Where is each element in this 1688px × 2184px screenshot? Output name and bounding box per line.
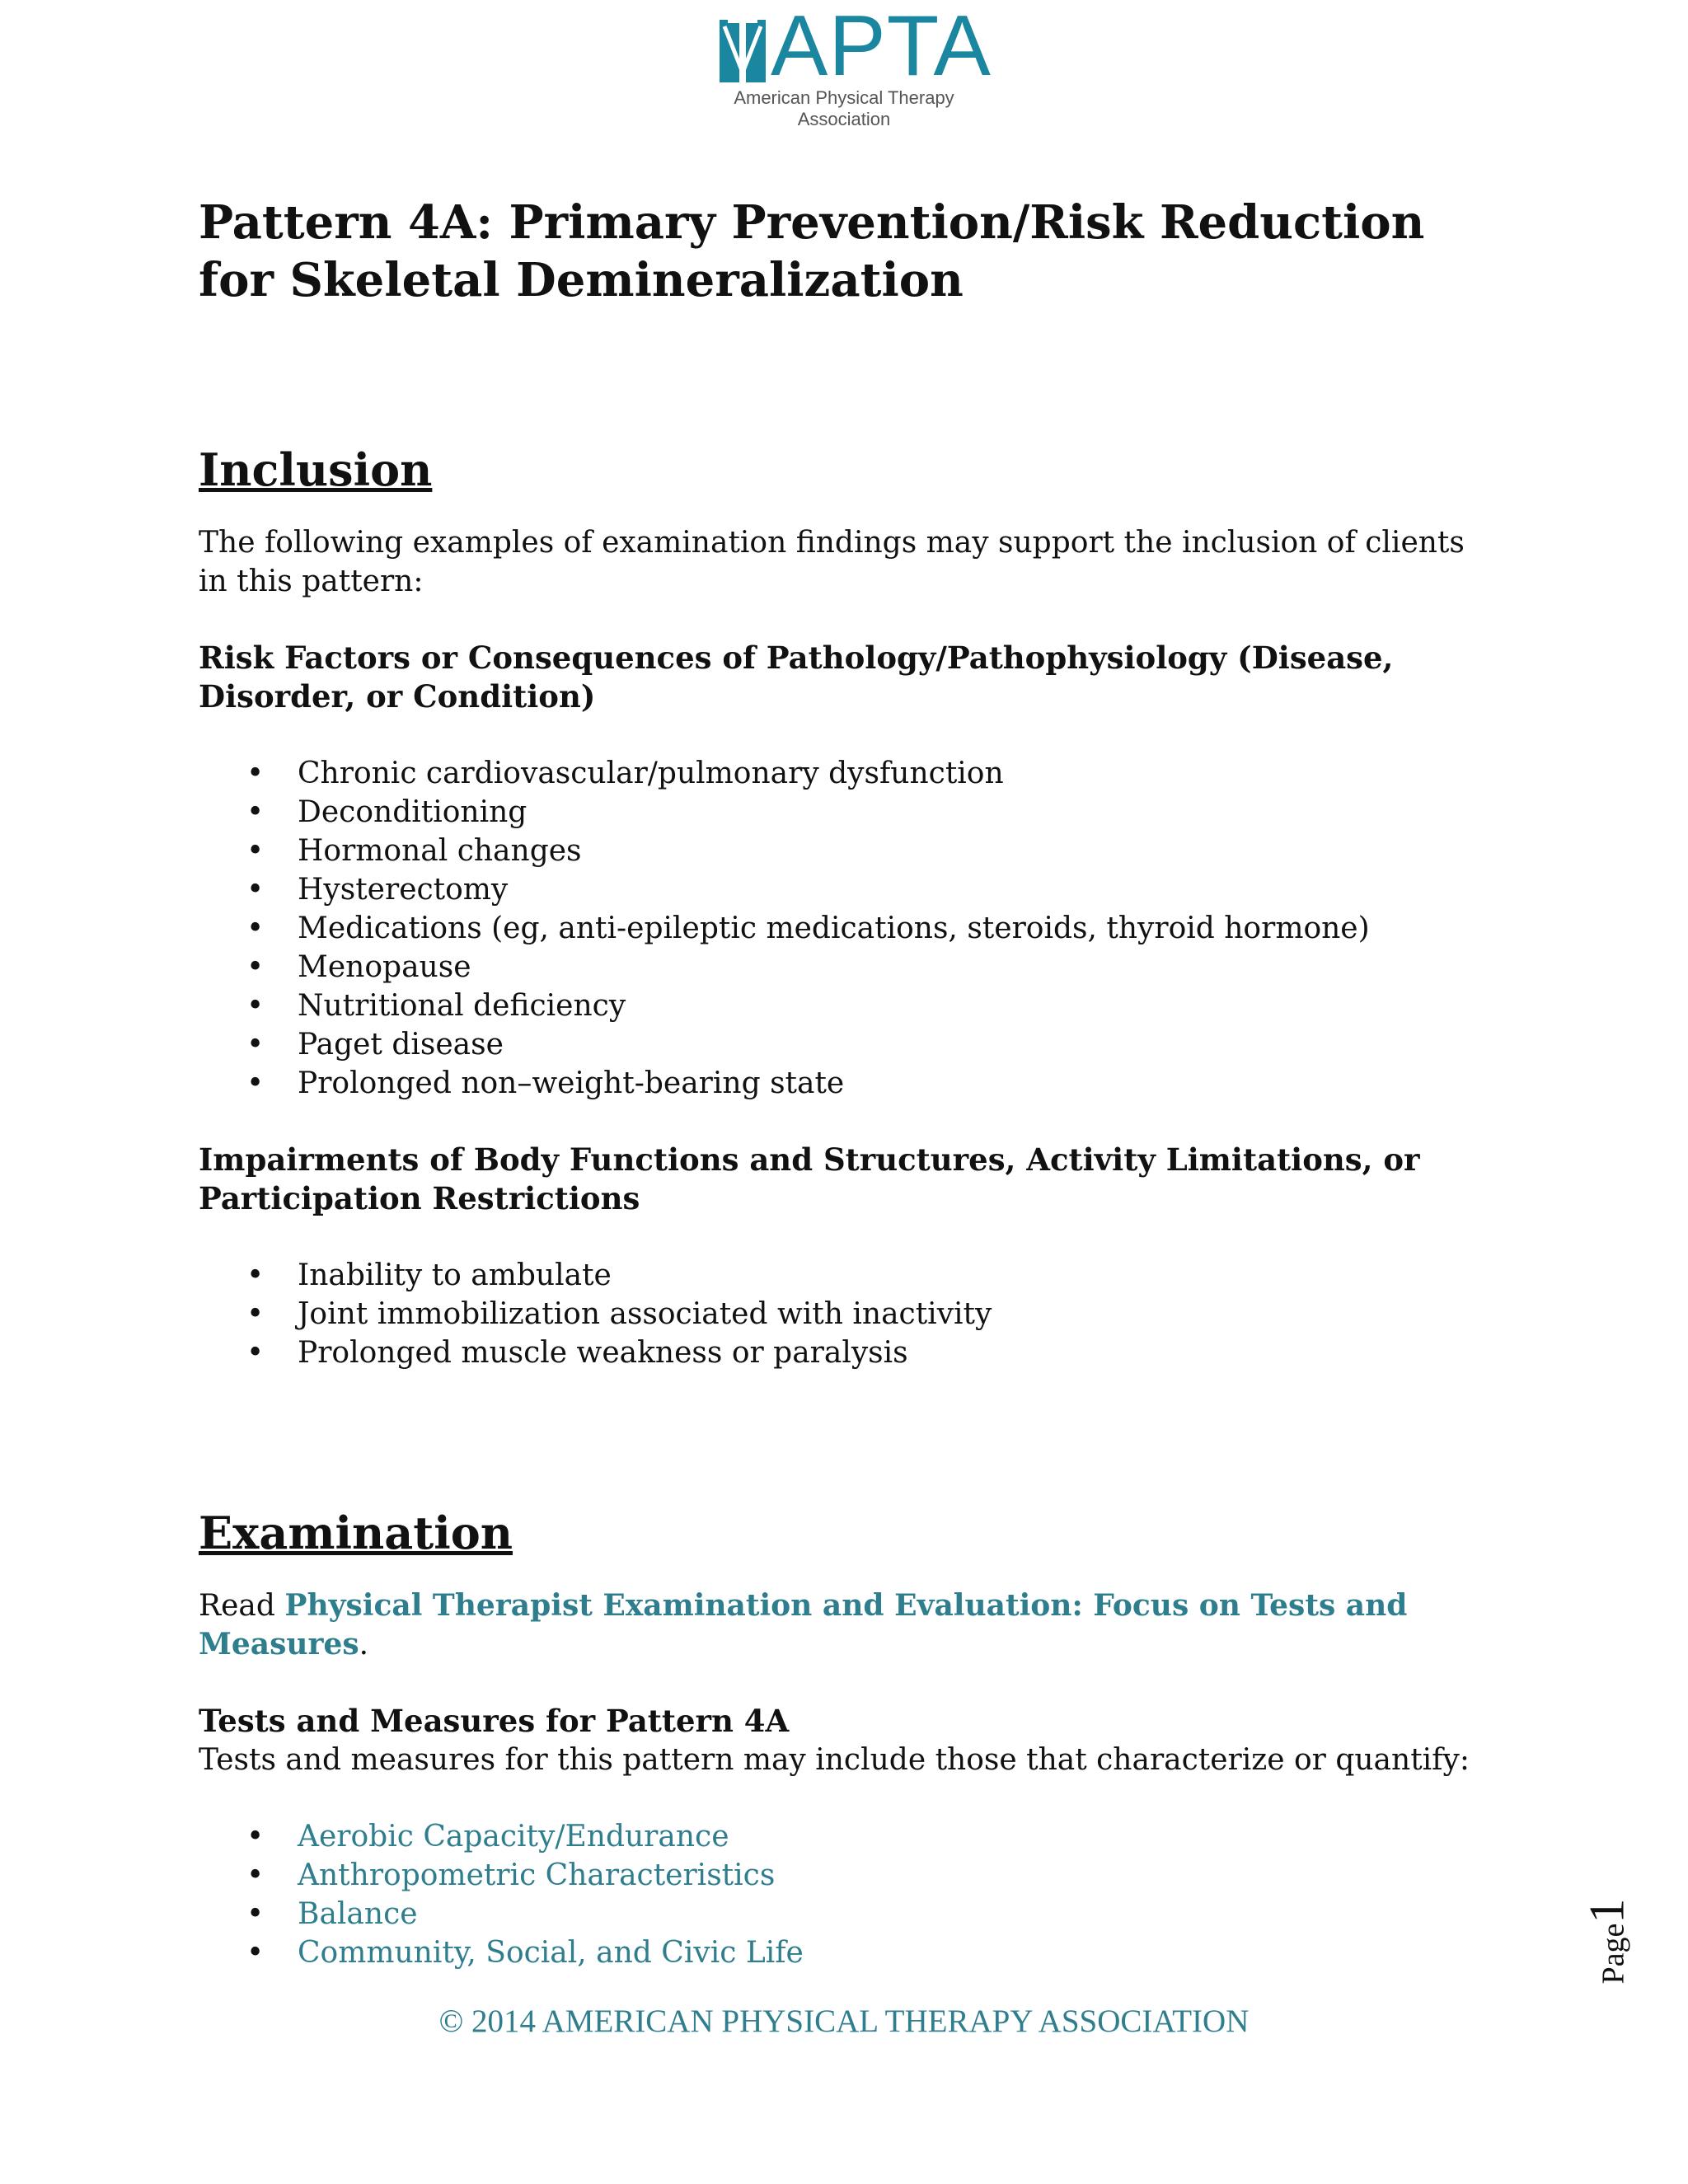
risk-factors-heading: Risk Factors or Consequences of Pathology/Pathophysiology (Disease, Disorder, or Condition) [199, 640, 1394, 715]
risk-factors-list [199, 754, 1484, 1103]
tests-intro: Tests and measures for this pattern may include those that characterize or quantify: [199, 1743, 1470, 1777]
list-item: • Joint immobilization associated with inactivity [199, 1295, 1484, 1333]
examination-heading: Examination [199, 1507, 513, 1559]
list-item: • Hormonal changes [199, 832, 1484, 870]
list-item: • Nutritional deficiency [199, 987, 1484, 1025]
tests-measures-link[interactable]: Physical Therapist Examination and Evaluation: Focus on Tests and Measures [199, 1588, 1408, 1661]
page-title: Pattern 4A: Primary Prevention/Risk Reduction for Skeletal Demineralization [199, 195, 1425, 307]
read-suffix: . [359, 1628, 369, 1661]
copyright-footer: © 2014 AMERICAN PHYSICAL THERAPY ASSOCIATION [438, 2004, 1250, 2039]
inclusion-intro: The following examples of examination findings may support the inclusion of clients in this pattern: [199, 526, 1465, 598]
list-item [199, 1856, 1484, 1895]
apta-logo [0, 0, 1688, 129]
page-label: Page [1596, 1923, 1631, 1984]
tests-list [199, 1817, 1484, 1972]
test-link[interactable]: Anthropometric Characteristics [298, 1858, 776, 1892]
test-link[interactable]: Aerobic Capacity/Endurance [298, 1820, 729, 1854]
list-item: • Prolonged non–weight-bearing state [199, 1064, 1484, 1103]
list-item [199, 1817, 1484, 1856]
list-item: • Prolonged muscle weakness or paralysis [199, 1333, 1484, 1372]
page-number [1574, 1896, 1640, 1986]
list-item: • Deconditioning [199, 793, 1484, 832]
read-prefix: Read [199, 1589, 285, 1623]
page-number-value: 1 [1579, 1898, 1634, 1924]
list-item: • Menopause [199, 948, 1484, 987]
apta-emblem-icon [720, 15, 766, 82]
list-item: • Medications (eg, anti-epileptic medications, steroids, thyroid hormone) [199, 909, 1484, 948]
test-link[interactable]: Community, Social, and Civic Life [298, 1936, 804, 1970]
impairments-list [199, 1256, 1484, 1372]
impairments-heading: Impairments of Body Functions and Structures, Activity Limitations, or Participation Restrictions [199, 1141, 1420, 1216]
list-item: • Inability to ambulate [199, 1256, 1484, 1295]
read-line [199, 1586, 1484, 1664]
list-item: • Chronic cardiovascular/pulmonary dysfunction [199, 754, 1484, 793]
test-link[interactable]: Balance [298, 1897, 418, 1931]
inclusion-heading: Inclusion [199, 443, 433, 496]
logo-wordmark: APTA [771, 0, 992, 94]
logo-subtitle: American Physical Therapy Association [734, 87, 954, 129]
tests-heading: Tests and Measures for Pattern 4A [199, 1703, 790, 1739]
list-item [199, 1895, 1484, 1933]
list-item [199, 1933, 1484, 1972]
list-item: • Paget disease [199, 1025, 1484, 1064]
document-body [199, 194, 1484, 1972]
list-item: • Hysterectomy [199, 870, 1484, 909]
